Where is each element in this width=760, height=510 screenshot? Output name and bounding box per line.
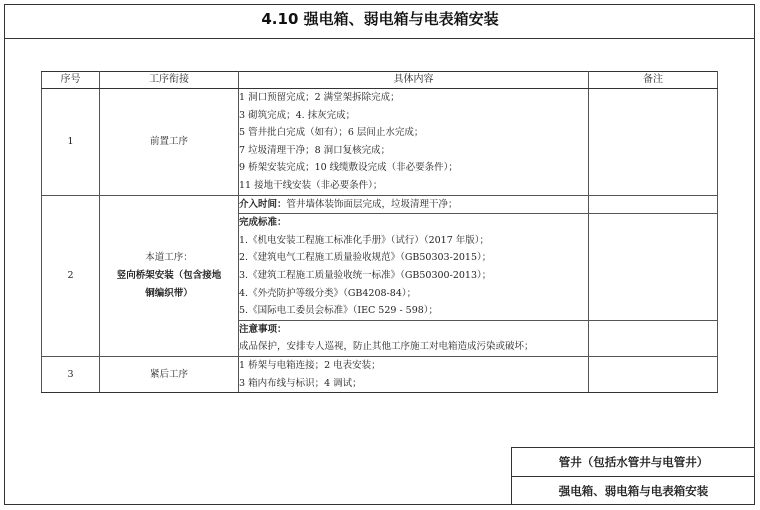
- header-content: 具体内容: [239, 72, 589, 89]
- title-divider: [5, 38, 754, 39]
- intervention-cell: [239, 195, 589, 214]
- notes-label: 注意事项：: [239, 323, 287, 335]
- stage-sub-label: 铜编织带）: [145, 287, 193, 299]
- stage-main-label: 本道工序：: [145, 252, 193, 264]
- standard-line: 4.《外壳防护等级分类》（GB4208-84）；: [239, 287, 417, 299]
- row-stage: 前置工序: [100, 89, 239, 196]
- row-content: [239, 356, 589, 392]
- row-remarks: [589, 356, 718, 392]
- row-remarks: [589, 214, 718, 321]
- table-row: [42, 89, 718, 196]
- content-line: 3 砌筑完成；4. 抹灰完成；: [239, 109, 356, 121]
- row-number: 2: [42, 195, 100, 356]
- notes-text: 成品保护，安排专人巡视，防止其他工序施工对电箱造成污染或破坏；: [239, 341, 534, 353]
- title-block-subject: 强电箱、弱电箱与电表箱安装: [558, 484, 709, 498]
- row-remarks: [589, 195, 718, 214]
- row-number: 3: [42, 356, 100, 392]
- header-no: 序号: [42, 72, 100, 89]
- standards-label: 完成标准：: [239, 217, 287, 229]
- standards-cell: [239, 214, 589, 321]
- content-line: 3 箱内布线与标识；4 调试；: [239, 377, 362, 389]
- row-content: [239, 89, 589, 196]
- process-table: [41, 71, 718, 393]
- intervention-label: 介入时间：: [239, 198, 287, 210]
- row-stage: 紧后工序: [100, 356, 239, 392]
- table-row: [42, 356, 718, 392]
- content-line: 7 垃圾清理干净；8 洞口复核完成；: [239, 144, 391, 156]
- row-number: 1: [42, 89, 100, 196]
- title-block: [511, 447, 755, 505]
- content-line: 9 桥架安装完成；10 线缆敷设完成（非必要条件）；: [239, 162, 458, 174]
- standard-line: 5.《国际电工委员会标准》（IEC 529 - 598）；: [239, 305, 439, 317]
- stage-sub-label: 竖向桥架安装（包含接地: [116, 269, 222, 281]
- page-title: 4.10 强电箱、弱电箱与电表箱安装: [261, 10, 499, 28]
- row-stage: [100, 195, 239, 356]
- row-remarks: [589, 320, 718, 356]
- intervention-text: 管井墙体装饰面层完成，垃圾清理干净；: [286, 198, 458, 210]
- table-row: [42, 195, 718, 214]
- content-line: 11 接地干线安装（非必要条件）；: [239, 179, 383, 191]
- content-line: 1 桥架与电箱连接；2 电表安装；: [239, 359, 381, 371]
- header-stage: 工序衔接: [100, 72, 239, 89]
- content-line: 5 管井批白完成（如有）；6 层间止水完成；: [239, 127, 424, 139]
- title-block-category: 管井（包括水管井与电管井）: [512, 448, 755, 477]
- table-header-row: [42, 72, 718, 89]
- content-line: 1 洞口预留完成；2 满堂架拆除完成；: [239, 92, 400, 103]
- row-remarks: [589, 89, 718, 196]
- header-remarks: 备注: [589, 72, 718, 89]
- notes-cell: [239, 320, 589, 356]
- standard-line: 2.《建筑电气工程施工质量验收规范》（GB50303-2015）；: [239, 252, 492, 264]
- standard-line: 1.《机电安装工程施工标准化手册》（试行）（2017 年版）；: [239, 234, 490, 246]
- standard-line: 3.《建筑工程施工质量验收统一标准》（GB50300-2013）；: [239, 269, 492, 281]
